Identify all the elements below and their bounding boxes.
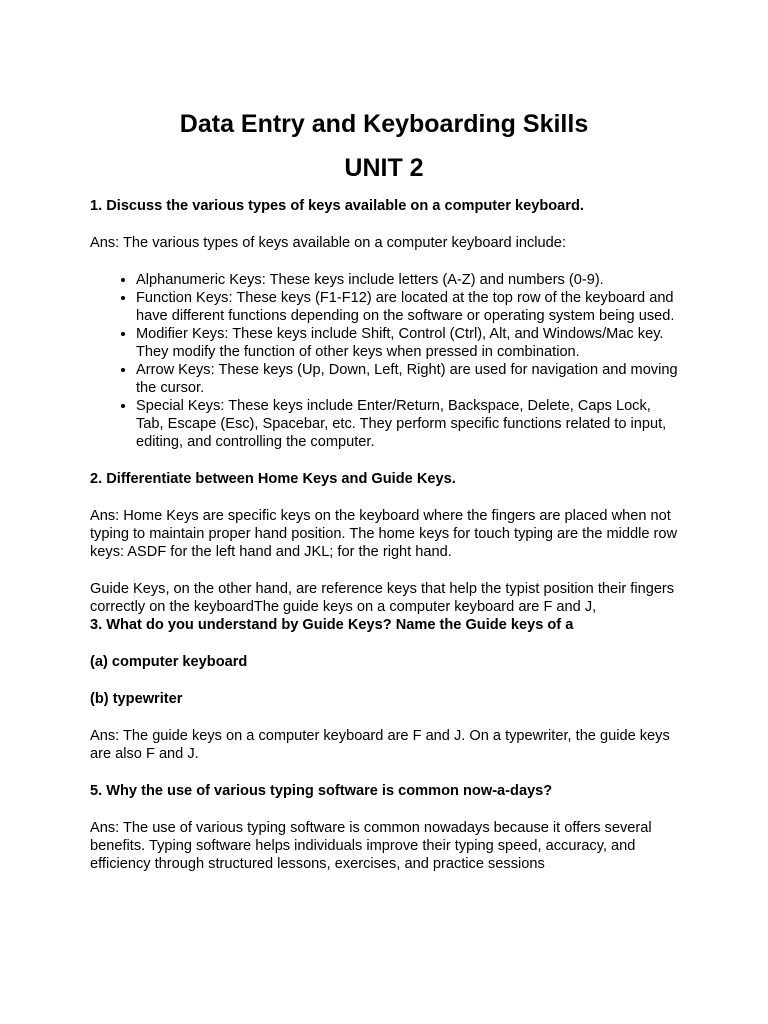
answer-2-home-keys: Ans: Home Keys are specific keys on the keyboard where the fingers are placed when not typing to maintain proper hand position. The home keys for touch typing are the middle row keys: ASDF for the left hand and JKL; for the right hand. bbox=[90, 508, 678, 560]
question-1: 1. Discuss the various types of keys available on a computer keyboard. bbox=[90, 198, 584, 214]
list-item: • Special Keys: These keys include Enter/Return, Backspace, Delete, Caps Lock, Tab, Escape (Esc), Spacebar, etc. They perform specific functions related to input, editing, and controlling the computer. bbox=[136, 397, 680, 451]
answer-1-intro: Ans: The various types of keys available on a computer keyboard include: bbox=[90, 235, 566, 251]
question-2: 2. Differentiate between Home Keys and Guide Keys. bbox=[90, 471, 456, 487]
document-title: Data Entry and Keyboarding Skills bbox=[179, 110, 589, 138]
list-item: • Function Keys: These keys (F1-F12) are located at the top row of the keyboard and have different functions depending on the software or operating system being used. bbox=[136, 289, 680, 325]
answer-3: Ans: The guide keys on a computer keyboard are F and J. On a typewriter, the guide keys are also F and J. bbox=[90, 728, 670, 762]
question-3-part-b: (b) typewriter bbox=[90, 691, 183, 707]
answer-2-guide-keys: Guide Keys, on the other hand, are reference keys that help the typist position their fingers correctly on the keyboardThe guide keys on a computer keyboard are F and J, bbox=[90, 581, 675, 615]
document-body bbox=[90, 197, 680, 873]
list-item: • Modifier Keys: These keys include Shift, Control (Ctrl), Alt, and Windows/Mac key. They modify the function of other keys when pressed in combination. bbox=[136, 325, 680, 361]
question-5: 5. Why the use of various typing software is common now-a-days? bbox=[90, 783, 553, 799]
question-3-part-a: (a) computer keyboard bbox=[90, 654, 248, 670]
key-types-list bbox=[90, 271, 680, 451]
question-3: 3. What do you understand by Guide Keys? Name the Guide keys of a bbox=[90, 617, 574, 633]
list-item: • Alphanumeric Keys: These keys include letters (A-Z) and numbers (0-9). bbox=[136, 271, 680, 289]
answer-5: Ans: The use of various typing software is common nowadays because it offers several benefits. Typing software helps individuals improve their typing speed, accuracy, and efficiency through structured lessons, exercises, and practice sessions bbox=[90, 820, 652, 872]
list-item: • Arrow Keys: These keys (Up, Down, Left, Right) are used for navigation and moving the cursor. bbox=[136, 361, 680, 397]
unit-title: UNIT 2 bbox=[344, 154, 424, 182]
